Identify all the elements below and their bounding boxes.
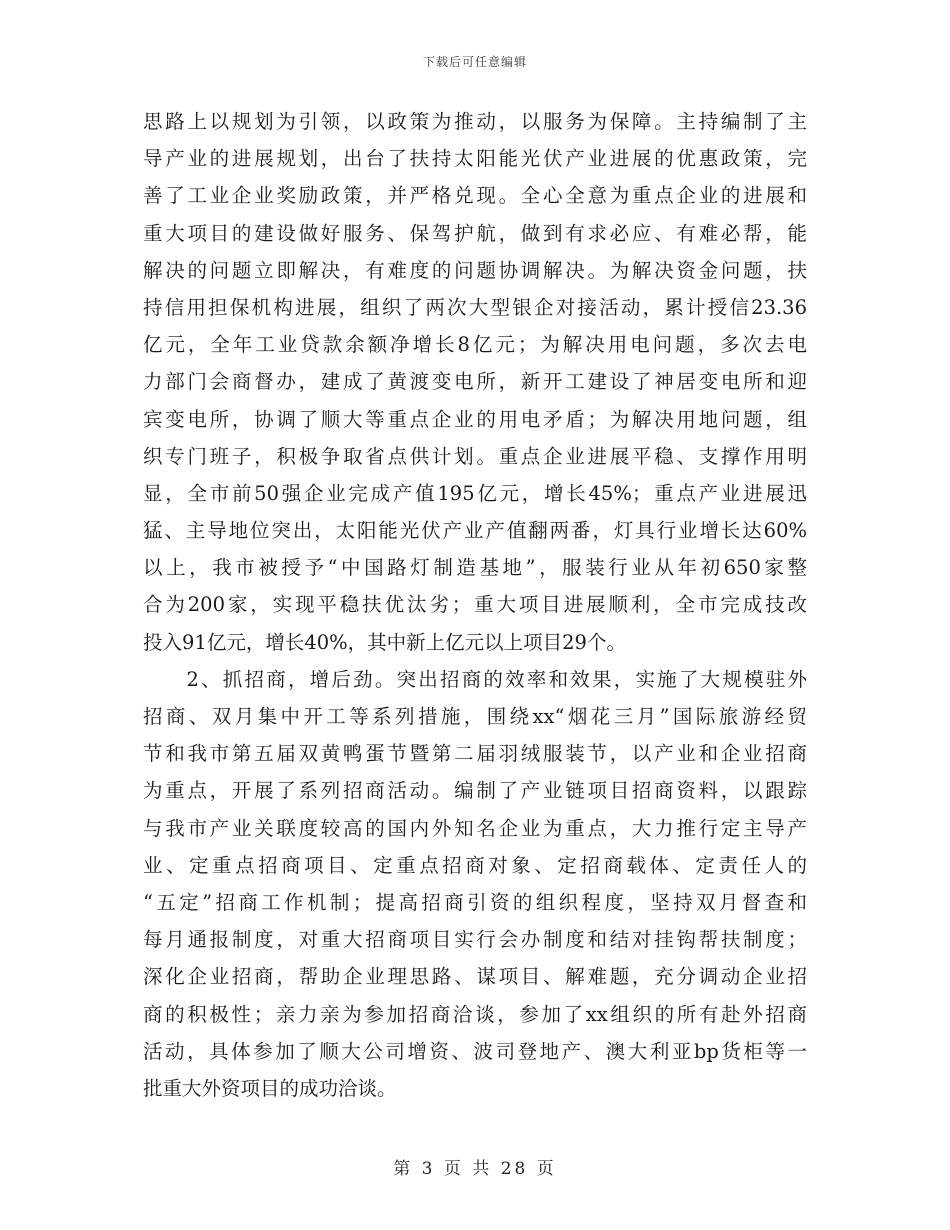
text-line: 猛、主导地位突出，太阳能光伏产业产值翻两番，灯具行业增长达60% (143, 519, 807, 543)
text-line: 持信用担保机构进展，组织了两次大型银企对接活动，累计授信23.36 (143, 295, 807, 319)
text-line: 为重点，开展了系列招商活动。编制了产业链项目招商资料，以跟踪 (143, 779, 807, 803)
text-line: 商的积极性；亲力亲为参加招商洽谈，参加了xx组织的所有赴外招商 (143, 1002, 807, 1026)
text-line: 以上，我市被授予“中国路灯制造基地”，服装行业从年初650家整 (143, 556, 807, 580)
text-line: 与我市产业关联度较高的国内外知名企业为重点，大力推行定主导产 (143, 816, 807, 840)
page-header: 下载后可任意编辑 (422, 55, 527, 69)
text-line: 活动，具体参加了顺大公司增资、波司登地产、澳大利亚bp货柜等一 (143, 1039, 807, 1063)
text-line: 业、定重点招商项目、定重点招商对象、定招商载体、定责任人的 (143, 853, 807, 877)
text-line: 深化企业招商，帮助企业理思路、谋项目、解难题，充分调动企业招 (143, 965, 807, 989)
text-line: 宾变电所，协调了顺大等重点企业的用电矛盾；为解决用地问题，组 (143, 407, 807, 431)
text-line: 亿元，全年工业贷款余额净增长8亿元；为解决用电问题，多次去电 (143, 333, 807, 357)
text-line: 投入91亿元，增长40%，其中新上亿元以上项目29个。 (143, 630, 626, 654)
text-line: 织专门班子，积极争取省点供计划。重点企业进展平稳、支撑作用明 (143, 444, 807, 468)
text-line: 节和我市第五届双黄鸭蛋节暨第二届羽绒服装节，以产业和企业招商 (143, 742, 807, 766)
text-line: 重大项目的建设做好服务、保驾护航，做到有求必应、有难必帮，能 (143, 221, 807, 245)
text-line: 解决的问题立即解决，有难度的问题协调解决。为解决资金问题，扶 (143, 258, 807, 282)
page-number-footer: 第 3 页 共 28 页 (393, 1159, 557, 1179)
text-line: 显，全市前50强企业完成产值195亿元，增长45%；重点产业进展迅 (143, 481, 807, 505)
text-line: 批重大外资项目的成功洽谈。 (143, 1076, 397, 1100)
text-line: 力部门会商督办，建成了黄渡变电所，新开工建设了神居变电所和迎 (143, 370, 807, 394)
body-text (143, 103, 807, 1107)
text-line: 2、抓招商，增后劲。突出招商的效率和效果，实施了大规模驻外 (143, 667, 807, 691)
text-line: 招商、双月集中开工等系列措施，围绕xx“烟花三月”国际旅游经贸 (143, 705, 807, 728)
text-line: 思路上以规划为引领，以政策为推动，以服务为保障。主持编制了主 (143, 110, 807, 133)
text-line: “五定”招商工作机制；提高招商引资的组织程度，坚持双月督查和 (143, 890, 807, 914)
text-line: 导产业的进展规划，出台了扶持太阳能光伏产业进展的优惠政策，完 (143, 147, 807, 171)
text-line: 每月通报制度，对重大招商项目实行会办制度和结对挂钩帮扶制度； (143, 928, 807, 952)
text-line: 合为200家，实现平稳扶优汰劣；重大项目进展顺利，全市完成技改 (143, 593, 807, 617)
text-line: 善了工业企业奖励政策，并严格兑现。全心全意为重点企业的进展和 (143, 184, 807, 208)
